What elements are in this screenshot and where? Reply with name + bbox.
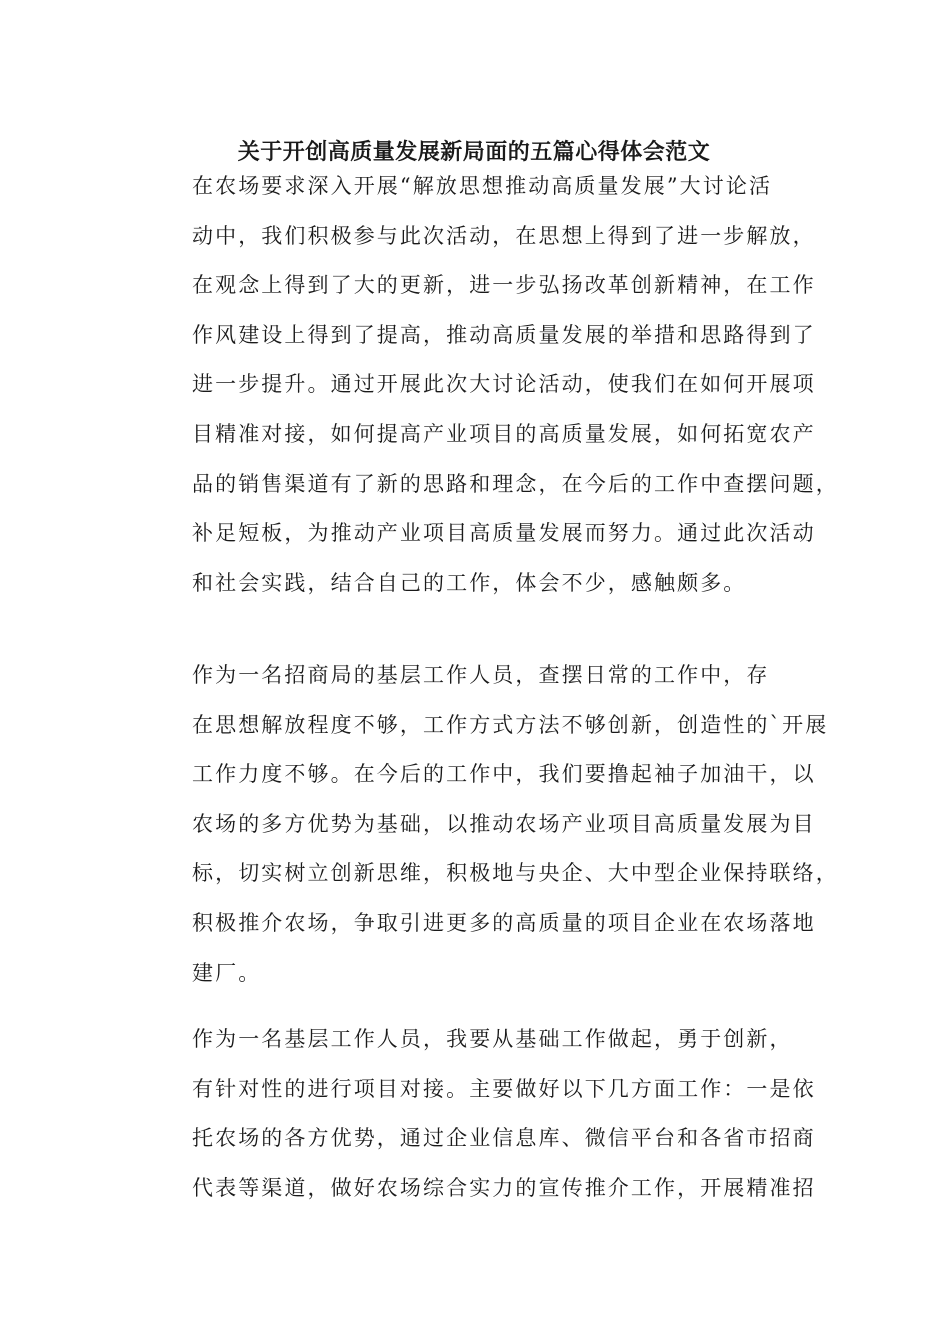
paragraph-line: 作为一名招商局的基层工作人员，查摆日常的工作中，存	[192, 663, 770, 687]
paragraph-line: 积极推介农场，争取引进更多的高质量的项目企业在农场落地	[192, 910, 816, 935]
paragraph-line: 农场的多方优势为基础，以推动农场产业项目高质量发展为目	[192, 811, 816, 836]
paragraph-line: 作为一名基层工作人员，我要从基础工作做起，勇于创新，	[192, 1027, 793, 1051]
paragraph-2	[146, 651, 839, 998]
paragraph-line: 目精准对接，如何提高产业项目的高质量发展，如何拓宽农产	[192, 421, 816, 446]
paragraph-line: 在思想解放程度不够，工作方式方法不够创新，创造性的`开展	[192, 712, 829, 737]
paragraph-line: 和社会实践，结合自己的工作，体会不少，感触颇多。	[192, 570, 747, 595]
paragraph-line: 动中，我们积极参与此次活动，在思想上得到了进一步解放，	[192, 223, 816, 248]
paragraph-line: 补足短板，为推动产业项目高质量发展而努力。通过此次活动	[192, 521, 816, 546]
paragraph-line: 进一步提升。通过开展此次大讨论活动，使我们在如何开展项	[192, 372, 816, 397]
paragraph-line: 在观念上得到了大的更新，进一步弘扬改革创新精神，在工作	[192, 273, 816, 298]
paragraph-3	[146, 1015, 816, 1213]
paragraph-line: 建厂。	[192, 960, 262, 985]
paragraph-line: 品的销售渠道有了新的思路和理念，在今后的工作中查摆问题，	[192, 471, 839, 496]
paragraph-line: 在农场要求深入开展“解放思想推动高质量发展”大讨论活	[192, 174, 773, 198]
paragraph-line: 代表等渠道，做好农场综合实力的宣传推介工作，开展精准招	[192, 1175, 816, 1200]
paragraph-1	[146, 162, 839, 608]
document-title: 关于开创高质量发展新局面的五篇心得体会范文	[237, 140, 711, 165]
paragraph-line: 作风建设上得到了提高，推动高质量发展的举措和思路得到了	[192, 322, 816, 347]
paragraph-line: 有针对性的进行项目对接。主要做好以下几方面工作：一是依	[192, 1076, 816, 1101]
paragraph-line: 托农场的各方优势，通过企业信息库、微信平台和各省市招商	[192, 1126, 816, 1151]
paragraph-line: 工作力度不够。在今后的工作中，我们要撸起袖子加油干，以	[192, 762, 816, 787]
paragraph-line: 标，切实树立创新思维，积极地与央企、大中型企业保持联络，	[192, 861, 839, 886]
